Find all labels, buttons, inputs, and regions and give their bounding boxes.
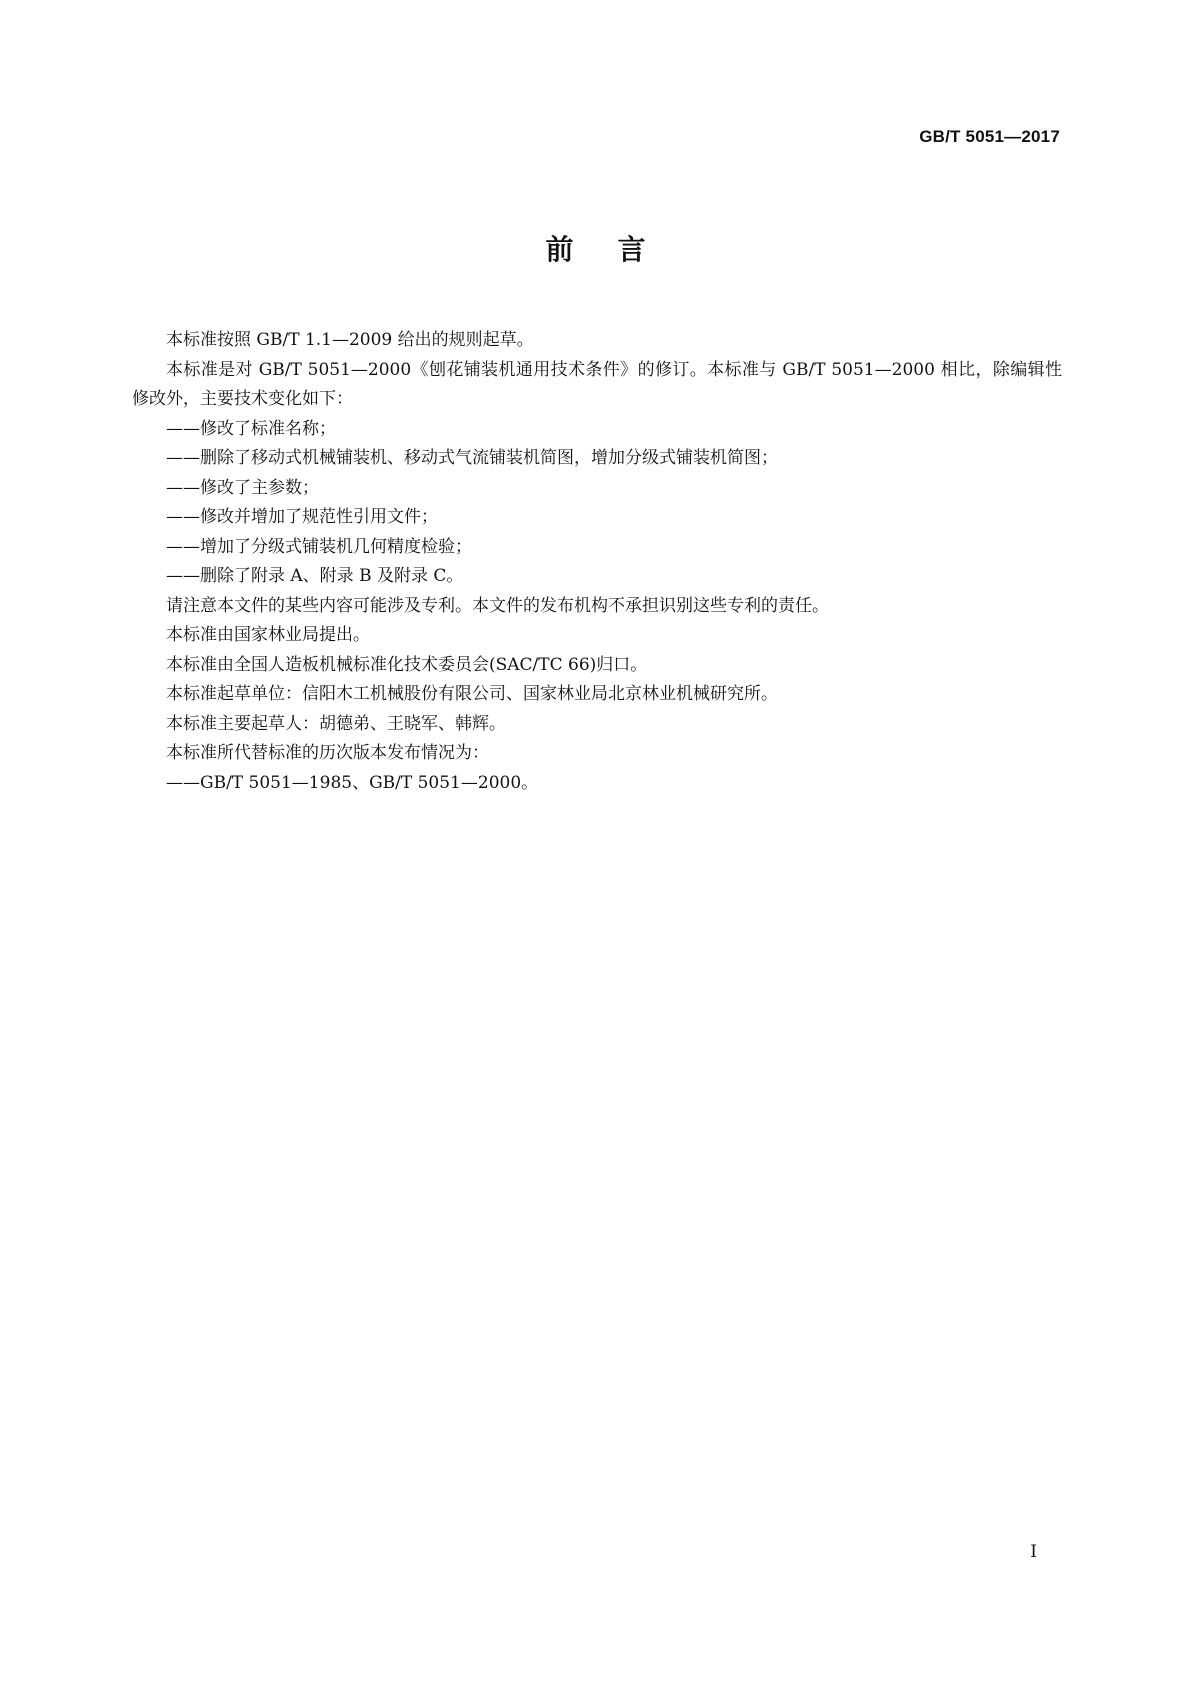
list-item-change: ——修改并增加了规范性引用文件； — [166, 507, 438, 527]
paragraph-drafters: 本标准主要起草人：胡德弟、王晓军、韩辉。 — [166, 713, 506, 734]
page-title: 前言 — [545, 233, 690, 266]
list-item-change: ——修改了主参数； — [166, 477, 319, 498]
paragraph-technical-committee: 本标准由全国人造板机械标准化技术委员会(SAC/TC 66)归口。 — [166, 654, 648, 675]
list-item-change: ——修改了标准名称； — [166, 418, 336, 439]
paragraph-patent-notice: 请注意本文件的某些内容可能涉及专利。本文件的发布机构不承担识别这些专利的责任。 — [166, 595, 829, 616]
list-item-change: ——删除了移动式机械铺装机、移动式气流铺装机简图，增加分级式铺装机简图； — [166, 448, 778, 468]
list-item-change: ——删除了附录 A、附录 B 及附录 C。 — [166, 566, 464, 586]
paragraph-drafting-rules: 本标准按照 GB/T 1.1—2009 给出的规则起草。 — [166, 330, 534, 350]
paragraph-proposer: 本标准由国家林业局提出。 — [166, 625, 370, 645]
standard-code: GB/T 5051—2017 — [919, 127, 1060, 146]
paragraph-revision-summary: 本标准是对 GB/T 5051—2000《刨花铺装机通用技术条件》的修订。本标准与 GB/T 5051—2000 相比，除编辑性修改外，主要技术变化如下： — [132, 359, 1062, 409]
paragraph-previous-editions: 本标准所代替标准的历次版本发布情况为： — [166, 743, 489, 763]
page-number: I — [1030, 1542, 1037, 1562]
foreword-body — [132, 326, 1062, 798]
paragraph-drafting-units: 本标准起草单位：信阳木工机械股份有限公司、国家林业局北京林业机械研究所。 — [166, 684, 778, 704]
list-item-change: ——增加了分级式铺装机几何精度检验； — [166, 536, 472, 557]
list-item-previous-edition: ——GB/T 5051—1985、GB/T 5051—2000。 — [166, 772, 539, 793]
